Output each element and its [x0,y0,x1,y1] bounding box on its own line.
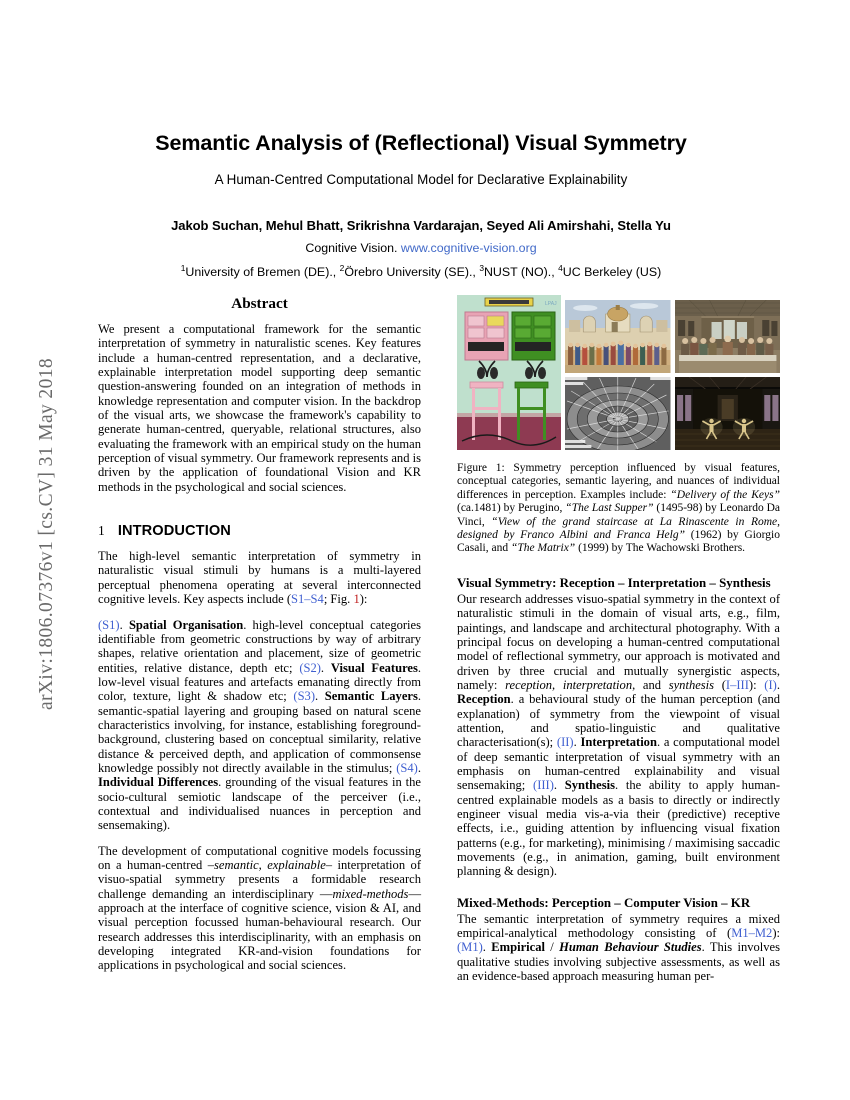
intro-p1-part-b: ; Fig. [323,592,354,607]
abstract-heading: Abstract [231,295,288,312]
intro-paragraph-1 [98,549,421,606]
figure-1-image-grid [457,295,780,450]
vs-part-c: ( [714,677,726,692]
intro-p2-sep-4: . [417,760,421,775]
caption-artwork-1: “Delivery of the Keys” [670,488,780,501]
figure-panel-the-matrix-dojo-scene [675,377,781,450]
subsection-mixed-methods-text [457,912,780,984]
vs-emphasis-2: synthesis [668,677,715,692]
label-interpretation: Interpretation [580,735,657,750]
affiliation-marker-4: 4 [558,262,563,273]
label-reception: Reception [457,692,511,707]
affiliations-line [76,262,766,279]
citation-i-iii[interactable]: I–III [725,677,749,692]
author-list: Jakob Suchan, Mehul Bhatt, Srikrishna Vardarajan, Seyed Ali Amirshahi, Stella Yu [171,217,671,233]
figure-right-stack [565,295,780,450]
citation-iii[interactable]: (III) [533,778,554,793]
caption-part-e: (1999) by The Wachowski Brothers. [575,542,746,555]
affiliation-marker-3: 3 [479,262,484,273]
label-empirical: Empirical [491,940,545,955]
mm-part-a: The semantic interpretation of symmetry requires a mixed empirical-analytical methodology consisting of ( [457,911,780,941]
paper-page [76,0,781,1100]
subsection-visual-symmetry-text [457,592,780,879]
page-subtitle: A Human-Centred Computational Model for Declarative Explainability [214,171,628,187]
mm-sep-2: / [544,940,560,955]
vs-part-d: ): [748,677,765,692]
left-column [98,295,421,973]
citation-s4[interactable]: (S4) [396,760,418,775]
intro-p1-part-a: The high-level semantic interpretation of symmetry in naturalistic visual stimuli by humans is a multi-layered perceptual phenomena operating at several interconnected cognitive levels. Key aspects include ( [98,549,421,607]
mm-sep-1: . [482,940,492,955]
affiliation-1: University of Bremen (DE)., [185,264,337,279]
vs-part-a: Our research addresses visuo-spatial symmetry in the context of naturalistic stimuli in the domain of visual arts, e.g., film, paintings, and landscape and architectural photography. With a principal focus on developing a human-centred computational model of reflectional symmetry, our approach is motivated and driven by three crucial and mutually synergistic aspects, namely: [457,591,780,692]
intro-paragraph-2 [98,618,421,833]
label-semantic-layers: Semantic Layers [324,689,418,704]
caption-part-b: (ca.1481) by Perugino, [457,502,566,515]
label-spatial-organisation: Spatial Organisation [128,617,244,632]
subsection-visual-symmetry-heading: Visual Symmetry: Reception – Interpretation – Synthesis [457,575,771,590]
intro-p2-body-3: . semantic-spatial layering and grouping based on natural scene characteristics involving, for instance, establishing foreground-background, clustering based on conceptual similarity, relative distance & perceived depth, and application of commonsense knowledge possibly not directly available in the stimulus; [98,689,421,775]
citation-ii[interactable]: (II) [556,735,574,750]
affiliation-2: Örebro University (SE)., [344,264,476,279]
intro-p2-sep-3: . [315,689,325,704]
vs-sep-3: . [553,778,565,793]
affiliation-marker-2: 2 [339,262,345,273]
mm-body-1: . This involves qualitative studies involving subjective assessments, as well as an evidence-based approach measuring human per- [457,940,781,984]
vs-sep-2: . [573,735,581,750]
label-individual-differences: Individual Differences [98,775,219,790]
citation-s3[interactable]: (S3) [293,689,316,704]
arxiv-stamp-text: arXiv:1806.07376v1 [cs.CV] 31 May 2018 [36,357,57,711]
section-1-heading [98,523,421,539]
intro-p2-sep-1: . [119,617,129,632]
intro-p1-part-c: ): [359,592,368,607]
affiliation-marker-1: 1 [180,262,186,273]
emphasis-semantic-explainable: semantic, explainable [214,858,326,872]
group-line [76,241,766,255]
emphasis-mixed-methods: mixed-methods [332,886,409,901]
intro-paragraph-3 [98,844,421,973]
intro-p3-part-a: The development of computational cognitive models focussing on a human-centred – [98,843,421,872]
citation-s2[interactable]: (S2) [299,660,321,675]
citation-m1[interactable]: (M1) [457,940,483,955]
intro-p3-part-c: — approach at the interface of cognitive science, vision & AI, and visual perception focussed human-behavioural research. Our research addresses this interdisciplinarity, with an emphasis on developing integrated KR-and-vision foundations for applications in psychological and social sciences. [98,886,421,973]
figure-1 [457,295,780,556]
figure-panel-la-rinascente-staircase [565,377,671,450]
figure-row-bottom [565,377,780,450]
affiliation-3: NUST (NO)., [483,264,555,279]
section-1-number: 1 [98,523,105,539]
vs-body-1: . a behavioural study of the human perception (and explanation) of symmetry from the viewpoint of visual attention, and spatio-linguistic and qualitative characterisation(s); [457,692,780,750]
figure-panel-last-supper-da-vinci [675,300,781,373]
caption-artwork-2: “The Last Supper” [565,502,654,515]
figure-1-caption [457,462,780,556]
subsection-mixed-methods-heading: Mixed-Methods: Perception – Computer Vision – KR [457,895,751,910]
citation-i[interactable]: (I) [764,677,777,692]
citation-s1[interactable]: (S1) [98,617,120,632]
figure-row-top [565,300,780,373]
caption-part-c: (1495-98) by Leonardo Da Vinci, [457,502,780,528]
vs-emphasis-1: reception, interpretation [505,677,633,692]
affiliation-4: UC Berkeley (US) [562,264,662,279]
intro-p3-part-b: – interpretation of visuo-spatial symmetry presents a formidable research challenge demanding an interdisciplinary — [98,858,422,901]
vs-sep-1: . [776,677,780,692]
figure-panel-listening-station-photo [457,295,561,450]
group-name: Cognitive Vision. [305,240,398,255]
title-block [76,0,766,279]
label-visual-features: Visual Features [330,660,418,675]
caption-artwork-4: “The Matrix” [510,542,576,555]
svg-text:LPAJ: LPAJ [545,301,557,307]
caption-artwork-3: “View of the grand staircase at La Rinascente in Rome, designed by Franco Albini and Franca Helg” [457,515,780,542]
citation-s1-s4[interactable]: S1–S4 [291,592,324,607]
citation-m1-m2[interactable]: M1–M2 [731,926,773,941]
section-1-title: INTRODUCTION [117,523,231,540]
page-title: Semantic Analysis of (Reflectional) Visual Symmetry [155,131,687,155]
mm-part-b: ): [772,926,780,941]
vs-body-3: . the ability to apply human-centred explainable models as a basis to directly or indirectly engineer visual media vis-a-via their (predictive) receptive effects, i.e., guiding attention by influencing visual fixation patterns (e.g., for marketing), minimising / maximising saccadic movements (e.g., in animation, gaming, built environment planning & design). [457,778,780,879]
caption-part-d: (1962) by Giorgio Casali, and [457,529,781,555]
vs-body-2: . a computational model of deep semantic interpretation of visual symmetry with an emphasis on human-centred explainability and visual sensemaking; [457,735,781,793]
figure-reference-1[interactable]: 1 [353,592,360,607]
group-url-link[interactable]: www.cognitive-vision.org [400,240,537,255]
right-column [457,295,780,983]
two-column-body [98,295,780,1095]
figure-panel-perugino-delivery-of-the-keys [565,300,671,373]
label-human-behaviour-studies: Human Behaviour Studies [559,940,702,955]
intro-p2-sep-2: . [320,660,331,675]
intro-p2-body-4: . grounding of the visual features in the socio-cultural semiotic landscape of the perceiver (i.e., contextual and individualised nuances in perception and sensemaking). [98,775,421,833]
intro-p2-body-1: . high-level conceptual categories identifiable from geometric constructions by way of arbitrary shapes, relative orientation and placement, size of geometric entities, relative distance, depth etc; [98,617,421,675]
label-synthesis: Synthesis [564,778,615,793]
intro-p2-body-2: . low-level visual features and artefacts emanating directly from color, texture, light & shadow etc; [98,660,422,704]
vs-part-b: , and [632,677,669,692]
abstract-text: We present a computational framework for the semantic interpretation of symmetry in naturalistic scenes. Key features include a human-centred representation, and a declarative, explainable interpretation model supporting deep semantic question-answering founded on an integration of methods in knowledge representation and computer vision. In the backdrop of the visual arts, we showcase the framework's capability to generate human-centred, queryable, relational structures, also evaluating the framework with an empirical study on the human perception of visual symmetry. Our framework represents and is driven by the application of foundational Vision and KR methods in the psychological and social sciences. [98,322,421,494]
caption-part-a: Figure 1: Symmetry perception influenced by visual features, conceptual categories, semantic layering, and nuances of individual differences in perception. Examples include: [457,462,780,501]
